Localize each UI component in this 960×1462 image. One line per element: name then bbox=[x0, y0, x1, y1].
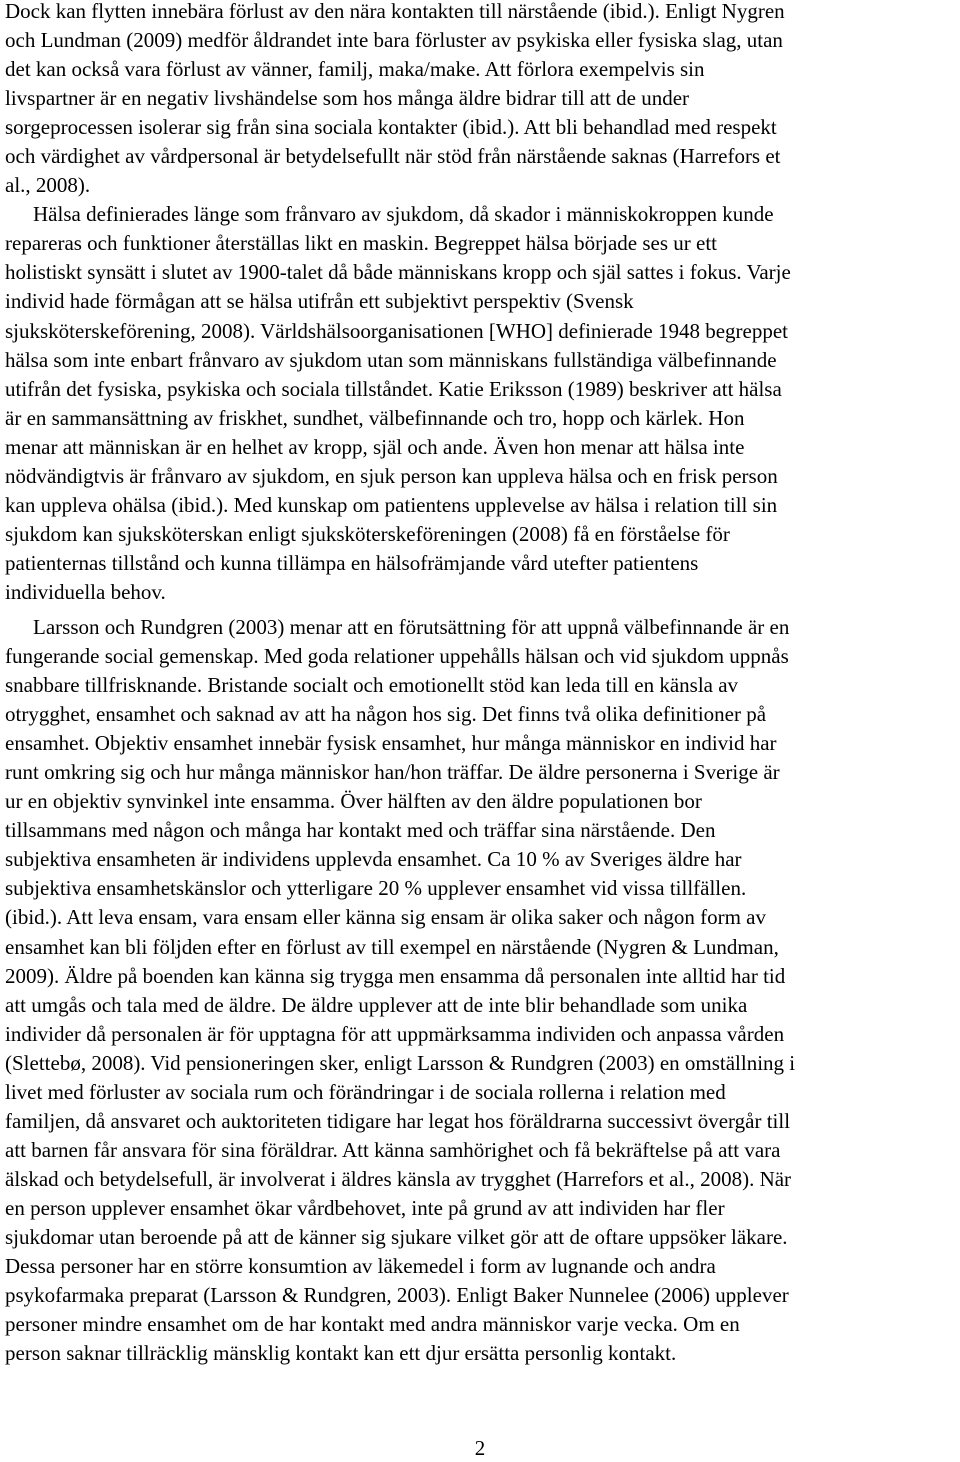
text-line: tillsammans med någon och många har kontakt med och träffar sina närstående. Den bbox=[5, 818, 716, 843]
text-line: al., 2008). bbox=[5, 173, 91, 198]
text-line: (Slettebø, 2008). Vid pensioneringen sker, enligt Larsson & Rundgren (2003) en omställning i bbox=[5, 1050, 796, 1075]
text-line: utifrån det fysiska, psykiska och sociala tillståndet. Katie Eriksson (1989) beskriver att hälsa bbox=[5, 376, 782, 401]
page-number: 2 bbox=[474, 1436, 486, 1460]
text-line: en person upplever ensamhet ökar vårdbehovet, inte på grund av att individen har fler bbox=[5, 1195, 725, 1220]
text-line: är en sammansättning av friskhet, sundhet, välbefinnande och tro, hopp och kärlek. Hon bbox=[5, 405, 745, 430]
text-line: ur en objektiv synvinkel inte ensamma. Över hälften av den äldre populationen bor bbox=[5, 789, 702, 814]
text-line: psykofarmaka preparat (Larsson & Rundgren, 2003). Enligt Baker Nunnelee (2006) upplever bbox=[5, 1283, 789, 1308]
text-line: personer mindre ensamhet om de har kontakt med andra människor varje vecka. Om en bbox=[5, 1312, 740, 1337]
text-line: 2009). Äldre på boenden kan känna sig trygga men ensamma då personalen inte alltid har tid bbox=[5, 963, 786, 988]
text-line: hälsa som inte enbart frånvaro av sjukdom utan som människans fullständiga välbefinnande bbox=[5, 347, 777, 372]
text-line: individ hade förmågan att se hälsa utifrån ett subjektivt perspektiv (Svensk bbox=[5, 289, 634, 314]
text-line: sjukdomar utan beroende på att de känner sig sjukare vilket gör att de oftare uppsöker läkare. bbox=[5, 1224, 788, 1249]
text-line: kan uppleva ohälsa (ibid.). Med kunskap om patientens upplevelse av hälsa i relation till sin bbox=[5, 492, 778, 517]
text-line: familjen, då ansvaret och auktoriteten tidigare har legat hos föräldrarna successivt övergår till bbox=[5, 1108, 791, 1133]
text-line: sjukdom kan sjuksköterskan enligt sjuksköterskeföreningen (2008) få en förståelse för bbox=[5, 521, 730, 546]
text-line: individer då personalen är för upptagna för att uppmärksamma individen och anpassa vården bbox=[5, 1021, 785, 1046]
text-line: det kan också vara förlust av vänner, familj, maka/make. Att förlora exempelvis sin bbox=[5, 57, 705, 82]
text-line: snabbare tillfrisknande. Bristande socialt och emotionellt stöd kan leda till en känsla av bbox=[5, 673, 739, 698]
text-line: individuella behov. bbox=[5, 579, 166, 604]
text-line: subjektiva ensamheten är individens upplevda ensamhet. Ca 10 % av Sveriges äldre har bbox=[5, 847, 742, 872]
text-line: ensamhet kan bli följden efter en förlust av till exempel en närstående (Nygren & Lundman, bbox=[5, 934, 779, 959]
text-line: att barnen får ansvara för sina föräldrar. Att känna samhörighet och få bekräftelse på att vara bbox=[5, 1137, 781, 1162]
text-line: livspartner är en negativ livshändelse som hos många äldre bidrar till att de under bbox=[5, 86, 690, 111]
text-line: nödvändigtvis är frånvaro av sjukdom, en sjuk person kan uppleva hälsa och en frisk person bbox=[5, 463, 778, 488]
text-line: fungerande social gemenskap. Med goda relationer uppehålls hälsan och vid sjukdom uppnås bbox=[5, 644, 789, 669]
text-line: (ibid.). Att leva ensam, vara ensam eller känna sig ensam är olika saker och någon form av bbox=[5, 905, 766, 930]
text-line: livet med förluster av sociala rum och förändringar i de sociala rollerna i relation med bbox=[5, 1079, 726, 1104]
paragraph-2 bbox=[5, 200, 956, 607]
text-line: runt omkring sig och hur många människor han/hon träffar. De äldre personerna i Sverige är bbox=[5, 760, 780, 785]
text-line: holistiskt synsätt i slutet av 1900-talet då både människans kropp och själ sattes i fokus. Varje bbox=[5, 260, 791, 285]
paragraph-3 bbox=[5, 613, 956, 1368]
text-line: otrygghet, ensamhet och saknad av att ha någon hos sig. Det finns två olika definitioner på bbox=[5, 702, 767, 727]
text-line: menar att människan är en helhet av kropp, själ och ande. Även hon menar att hälsa inte bbox=[5, 434, 745, 459]
text-line: Dock kan flytten innebära förlust av den nära kontakten till närstående (ibid.). Enligt Nygren bbox=[5, 0, 785, 23]
text-line: och värdighet av vårdpersonal är betydelsefullt när stöd från närstående saknas (Harrefors et bbox=[5, 144, 781, 169]
text-line: ensamhet. Objektiv ensamhet innebär fysisk ensamhet, hur många människor en individ har bbox=[5, 731, 777, 756]
text-line: Dessa personer har en större konsumtion av läkemedel i form av lugnande och andra bbox=[5, 1254, 716, 1279]
text-line: patienternas tillstånd och kunna tillämpa en hälsofrämjande vård utefter patientens bbox=[5, 550, 699, 575]
text-line: älskad och betydelsefull, är involverat i äldres känsla av trygghet (Harrefors et al., 2008). När bbox=[5, 1166, 792, 1191]
text-line: repareras och funktioner återställas likt en maskin. Begreppet hälsa började ses ur ett bbox=[5, 231, 717, 256]
text-line: att umgås och tala med de äldre. De äldre upplever att de inte blir behandlade som unika bbox=[5, 992, 748, 1017]
text-line: Hälsa definierades länge som frånvaro av sjukdom, då skador i människokroppen kunde bbox=[33, 202, 774, 227]
text-line: subjektiva ensamhetskänslor och ytterligare 20 % upplever ensamhet vid vissa tillfällen. bbox=[5, 876, 747, 901]
text-line: sorgeprocessen isolerar sig från sina sociala kontakter (ibid.). Att bli behandlad med respekt bbox=[5, 115, 777, 140]
text-line: person saknar tillräcklig mänsklig kontakt kan ett djur ersätta personlig kontakt. bbox=[5, 1341, 677, 1366]
text-line: Larsson och Rundgren (2003) menar att en förutsättning för att uppnå välbefinnande är en bbox=[33, 614, 790, 639]
paragraph-1 bbox=[5, 0, 956, 200]
text-line: och Lundman (2009) medför åldrandet inte bara förluster av psykiska eller fysiska slag, utan bbox=[5, 28, 783, 53]
text-line: sjuksköterskeförening, 2008). Världshälsoorganisationen [WHO] definierade 1948 begreppet bbox=[5, 318, 789, 343]
